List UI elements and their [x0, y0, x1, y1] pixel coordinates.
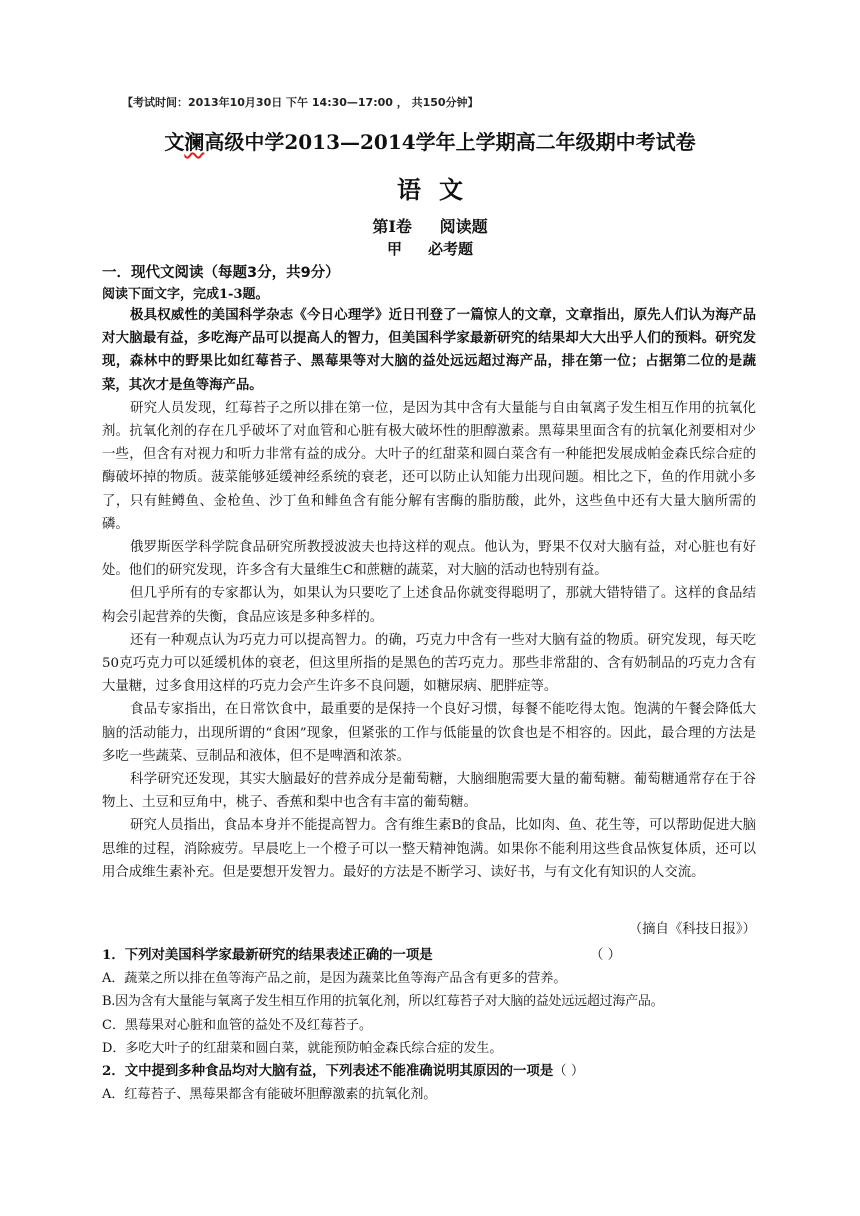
article-paragraph: 研究人员发现，红莓苔子之所以排在第一位，是因为其中含有大量能与自由氧离子发生相互作用的抗氧化剂。抗氧化剂的存在几乎破坏了对血管和心脏有极大破坏性的胆醇激素。黑莓果里面含有的抗氧化剂要相对少一些，但含有对视力和听力非常有益的成分。大叶子的红甜菜和圆白菜含有一种能把发展成帕金森氏综合症的酶破坏掉的物质。菠菜能够延缓神经系统的衰老，还可以防止认知能力出现问题。相比之下，鱼的作用就小多了，只有鲑鳟鱼、金枪鱼、沙丁鱼和鲱鱼含有能分解有害酶的脂肪酸，此外，这些鱼中还有大量大脑所需的磷。 [102, 400, 756, 532]
question-1-stem [102, 944, 762, 967]
part-heading: 甲 必考题 [386, 240, 474, 258]
exam-time-note: 【考试时间：2013年10月30日 下午 14:30—17:00 ， 共150分钟】 [122, 96, 479, 109]
article-paragraph: 但几乎所有的专家都认为，如果认为只要吃了上述食品你就变得聪明了，那就大错特错了。这样的食品结构会引起营养的失衡，食品应该是多种多样的。 [102, 586, 756, 625]
question-1-text: 1．下列对美国科学家最新研究的结果表述正确的一项是 [102, 947, 433, 963]
subject-title: 语文 [397, 175, 481, 204]
article-source: （摘自《科技日报》） [628, 922, 756, 937]
question-1-option-a: A．蔬菜之所以排在鱼等海产品之前，是因为蔬菜比鱼等海产品含有更多的营养。 [102, 971, 567, 987]
question-1-option-b: B.因为含有大量能与氧离子发生相互作用的抗氧化剂，所以红莓苔子对大脑的益处远远超过海产品。 [102, 994, 664, 1010]
question-1-option-d: D．多吃大叶子的红甜菜和圆白菜，就能预防帕金森氏综合症的发生。 [102, 1040, 503, 1056]
question-2-text: 2．文中提到多种食品均对大脑有益，下列表述不能准确说明其原因的一项是 [102, 1063, 554, 1080]
question-2-option-a: A．红莓苔子、黑莓果都含有能破坏胆醇激素的抗氧化剂。 [102, 1087, 437, 1103]
article-paragraph: 极具权威性的美国科学杂志《今日心理学》近日刊登了一篇惊人的文章，文章指出，原先人们认为海产品对大脑最有益，多吃海产品可以提高人的智力，但美国科学家最新研究的结果却大大出乎人们的预料。研究发现，森林中的野果比如红莓苔子、黑莓果等对大脑的益处远远超过海产品，排在第一位；占据第二位的是蔬菜，其次才是鱼等海产品。 [102, 307, 756, 393]
article-paragraph: 科学研究还发现，其实大脑最好的营养成分是葡萄糖，大脑细胞需要大量的葡萄糖。葡萄糖通常存在于谷物上、土豆和豆角中，桃子、香蕉和梨中也含有丰富的葡萄糖。 [102, 772, 756, 811]
article-paragraph: 食品专家指出，在日常饮食中，最重要的是保持一个良好习惯，每餐不能吃得太饱。饱满的午餐会降低大脑的活动能力，出现所谓的“食困”现象，但紧张的工作与低能量的饮食也是不相容的。因此，最合理的方法是多吃一些蔬菜、豆制品和液体，但不是啤酒和浓茶。 [102, 702, 756, 764]
answer-bracket: （ ） [590, 948, 622, 963]
article-paragraph: 俄罗斯医学科学院食品研究所教授波波夫也持这样的观点。他认为，野果不仅对大脑有益，对心脏也有好处。他们的研究发现，许多含有大量维生C和蔗糖的蔬菜，对大脑的活动也特别有益。 [102, 540, 756, 579]
section-heading: 一．现代文阅读（每题3分，共9分） [102, 265, 340, 281]
exam-title-part2: 高级中学2013—2014学年上学期高二年级期中考试卷 [204, 130, 696, 154]
article-paragraph: 研究人员指出，食品本身并不能提高智力。含有维生素B的食品，比如肉、鱼、花生等，可以帮助促进大脑思维的过程，消除疲劳。早晨吃上一个橙子可以一整天精神饱满。如果你不能利用这些食品恢复体质，还可以用合成维生素补充。但是要想开发智力。最好的方法是不断学习、读好书，与有文化有知识的人交流。 [102, 818, 756, 880]
exam-title [0, 126, 860, 155]
article-paragraph: 还有一种观点认为巧克力可以提高智力。的确，巧克力中含有一些对大脑有益的物质。研究发现，每天吃50克巧克力可以延缓机体的衰老，但这里所指的是黑色的苦巧克力。那些非常甜的、含有奶制品的巧克力含有大量糖，过多食用这样的巧克力会产生许多不良问题，如糖尿病、肥胖症等。 [102, 632, 756, 695]
question-1-option-c: C．黑莓果对心脏和血管的益处不及红莓苔子。 [102, 1017, 372, 1033]
question-2-stem [102, 1060, 762, 1083]
answer-bracket: （ ） [553, 1064, 585, 1080]
questions-block [102, 944, 762, 1106]
volume-heading: 第Ⅰ卷 阅读题 [372, 217, 488, 236]
reading-article [102, 304, 756, 884]
reading-instruction: 阅读下面文字，完成1-3题。 [102, 287, 269, 302]
exam-title-spellcheck-word: 澜 [184, 130, 205, 154]
exam-title-part1: 文 [164, 130, 185, 154]
